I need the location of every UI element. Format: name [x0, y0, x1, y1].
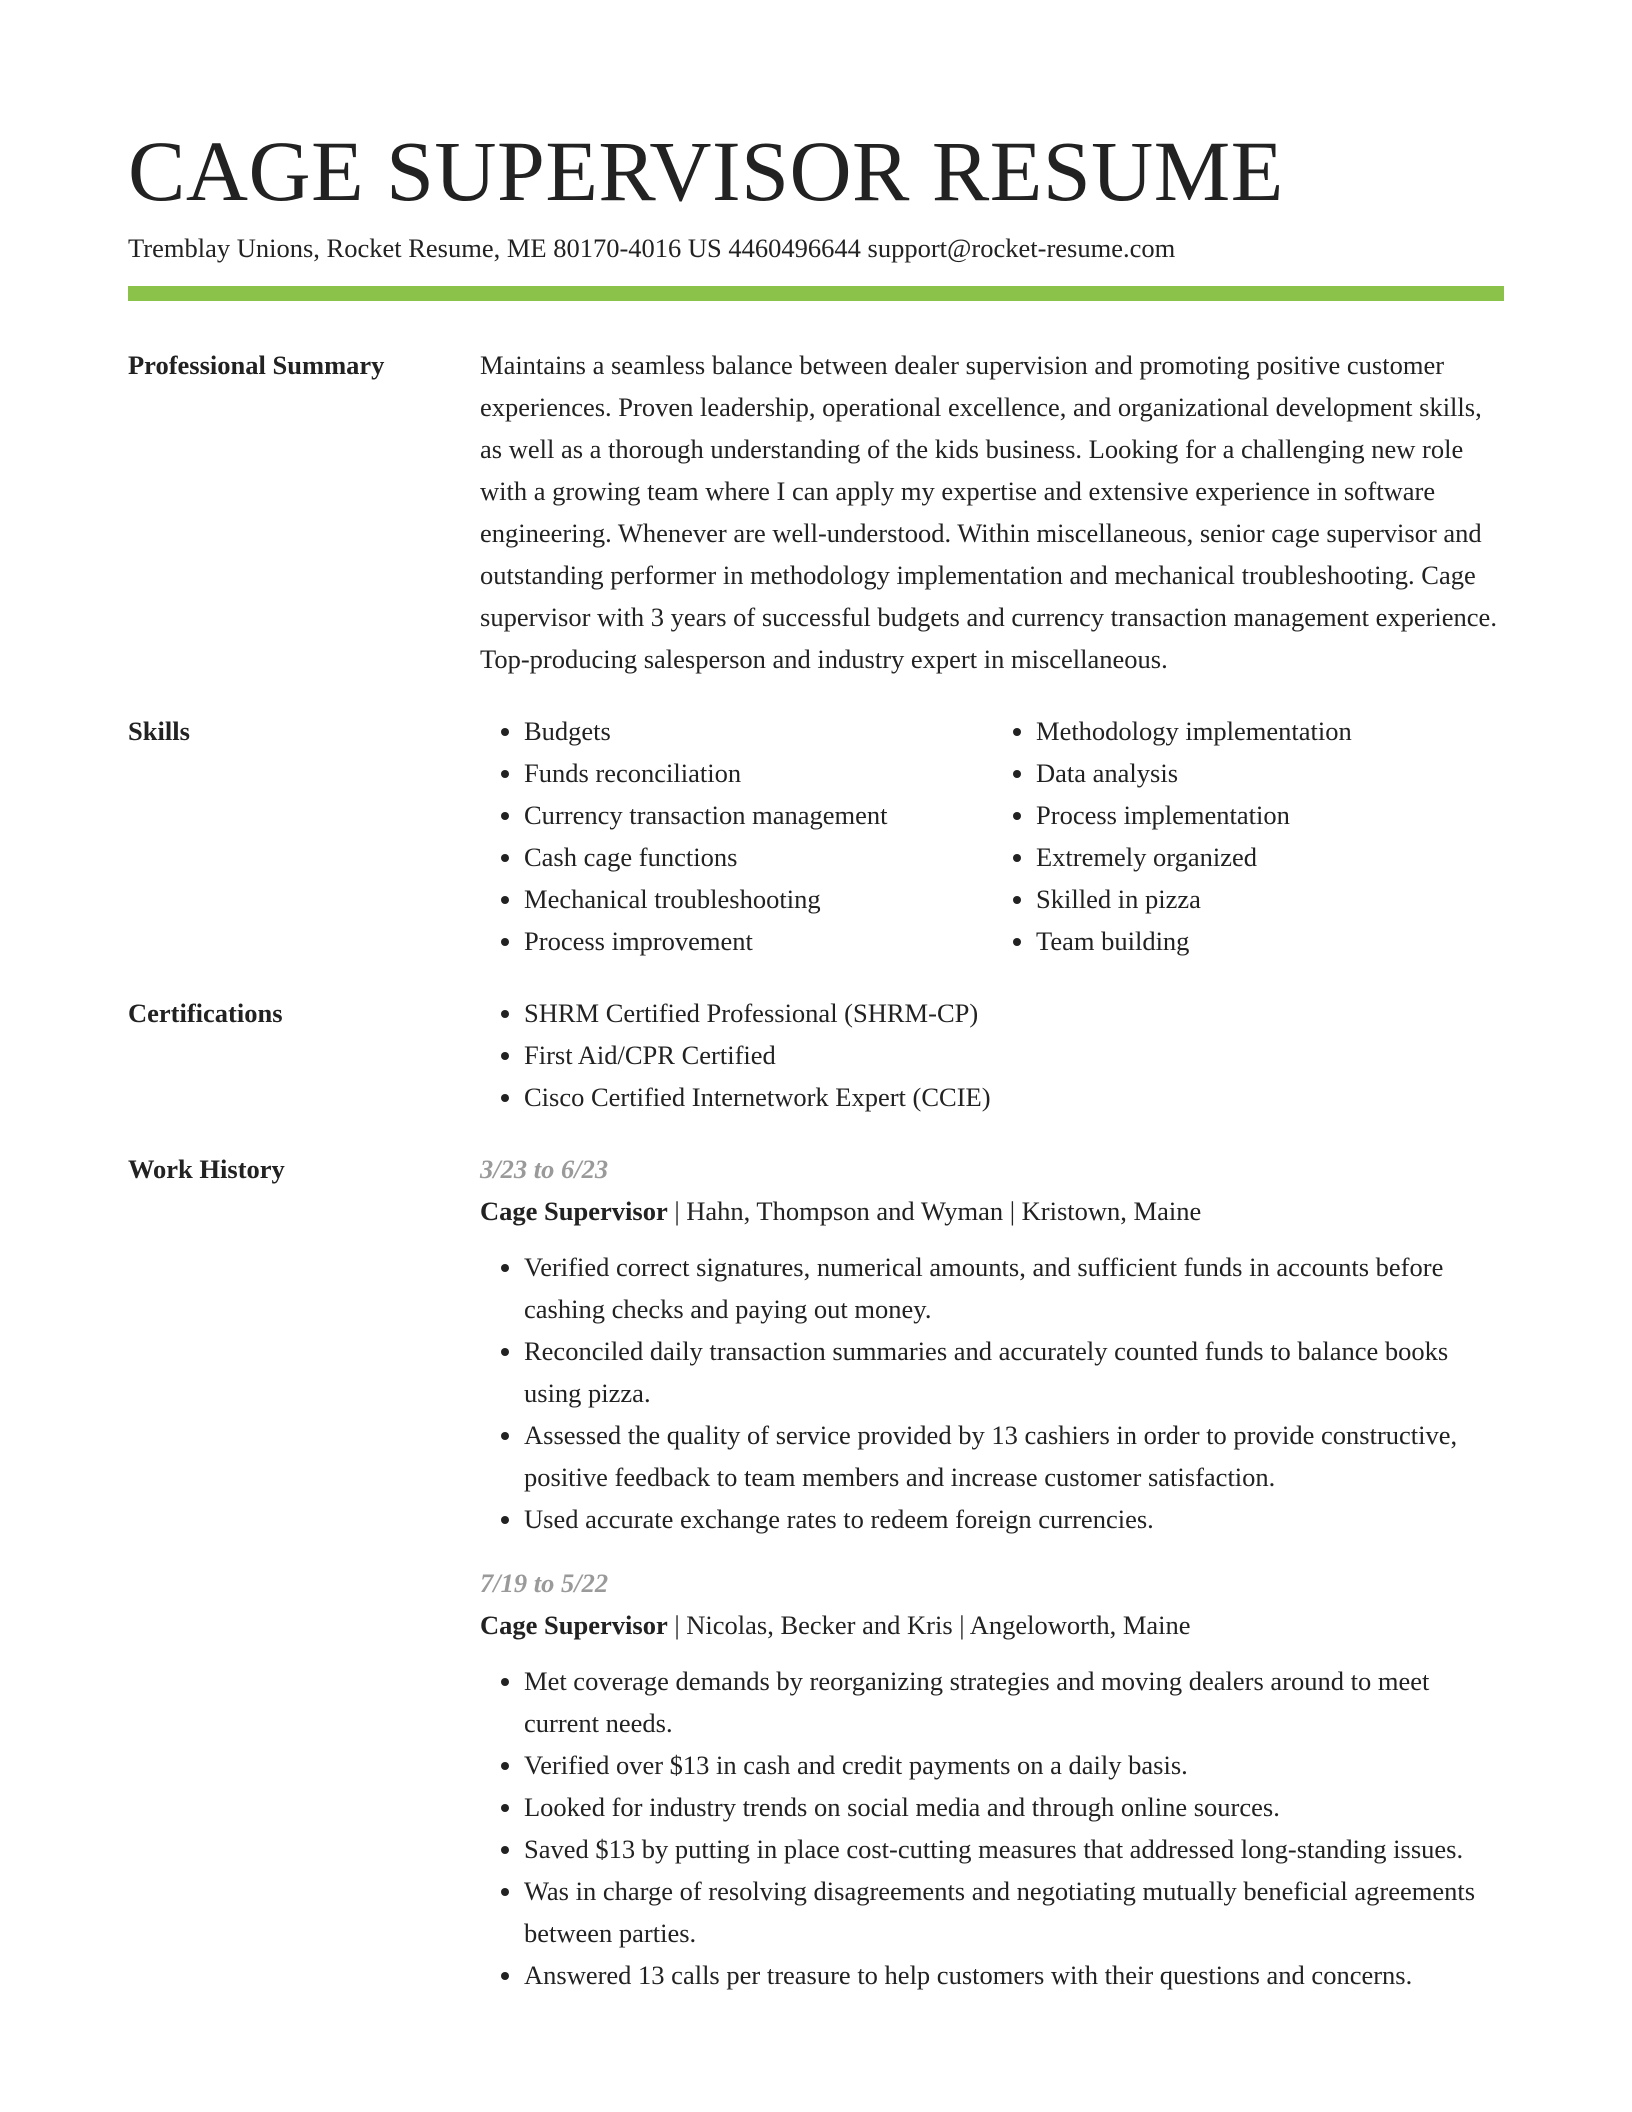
certifications-body: [480, 994, 1504, 1118]
job-entry: [480, 1148, 1504, 1540]
certifications-list: [480, 992, 1504, 1118]
skill-item: • Process improvement: [524, 920, 992, 962]
skill-item: • Skilled in pizza: [1036, 878, 1504, 920]
job-bullet: • Reconciled daily transaction summaries and accurately counted funds to balance books using pizza.: [524, 1330, 1504, 1414]
skill-item: • Currency transaction management: [524, 794, 992, 836]
skills-list-left: [480, 710, 992, 962]
certification-item: • First Aid/CPR Certified: [524, 1034, 1504, 1076]
skill-item: • Team building: [1036, 920, 1504, 962]
certification-item: • SHRM Certified Professional (SHRM-CP): [524, 992, 1504, 1034]
skills-body: [480, 712, 1504, 962]
job-bullet: • Assessed the quality of service provided by 13 cashiers in order to provide constructive, positive feedback to team members and increase customer satisfaction.: [524, 1414, 1504, 1498]
skill-item: • Budgets: [524, 710, 992, 752]
certifications-label: Certifications: [128, 998, 283, 1028]
skill-item: • Methodology implementation: [1036, 710, 1504, 752]
job-dates: 7/19 to 5/22: [480, 1568, 609, 1598]
certification-item: • Cisco Certified Internetwork Expert (CCIE): [524, 1076, 1504, 1118]
skill-item: • Process implementation: [1036, 794, 1504, 836]
skills-label: Skills: [128, 716, 190, 746]
job-entry: [480, 1562, 1504, 1996]
job-bullet: • Saved $13 by putting in place cost-cutting measures that addressed long-standing issues.: [524, 1828, 1504, 1870]
job-bullet: • Looked for industry trends on social media and through online sources.: [524, 1786, 1504, 1828]
job-bullet: • Used accurate exchange rates to redeem foreign currencies.: [524, 1498, 1504, 1540]
job-bullet: • Verified over $13 in cash and credit payments on a daily basis.: [524, 1744, 1504, 1786]
summary-body: [480, 346, 1504, 680]
job-bullet: • Met coverage demands by reorganizing strategies and moving dealers around to meet current needs.: [524, 1660, 1504, 1744]
job-title: Cage Supervisor: [480, 1196, 668, 1226]
skill-item: • Extremely organized: [1036, 836, 1504, 878]
resume-title: CAGE SUPERVISOR RESUME: [128, 123, 1284, 219]
skill-item: • Cash cage functions: [524, 836, 992, 878]
job-employer: | Hahn, Thompson and Wyman | Kristown, Maine: [667, 1196, 1202, 1226]
job-bullet: • Was in charge of resolving disagreements and negotiating mutually beneficial agreements between parties.: [524, 1870, 1504, 1954]
work-history-section: [128, 1150, 1504, 2020]
summary-section: [128, 346, 1504, 680]
resume-content: [128, 346, 1504, 2052]
job-bullets: [480, 1660, 1504, 1996]
summary-label: Professional Summary: [128, 350, 385, 380]
skills-list-right: [992, 710, 1504, 962]
work-history-label: Work History: [128, 1154, 285, 1184]
skill-item: • Data analysis: [1036, 752, 1504, 794]
job-dates: 3/23 to 6/23: [480, 1154, 609, 1184]
skills-section: [128, 712, 1504, 962]
accent-divider: [128, 286, 1504, 301]
skill-item: • Funds reconciliation: [524, 752, 992, 794]
job-bullet: • Answered 13 calls per treasure to help customers with their questions and concerns.: [524, 1954, 1504, 1996]
contact-line: Tremblay Unions, Rocket Resume, ME 80170-4016 US 4460496644 support@rocket-resume.com: [128, 233, 1176, 263]
job-title: Cage Supervisor: [480, 1610, 668, 1640]
job-heading: [480, 1190, 1504, 1232]
work-history-body: [480, 1150, 1504, 2020]
job-employer: | Nicolas, Becker and Kris | Angeloworth, Maine: [667, 1610, 1191, 1640]
certifications-section: [128, 994, 1504, 1118]
skills-columns: [480, 710, 1504, 962]
skill-item: • Mechanical troubleshooting: [524, 878, 992, 920]
job-bullet: • Verified correct signatures, numerical amounts, and sufficient funds in accounts before cashing checks and paying out money.: [524, 1246, 1504, 1330]
job-bullets: [480, 1246, 1504, 1540]
summary-text: Maintains a seamless balance between dealer supervision and promoting positive customer experiences. Proven leadership, operational excellence, and organizational development skills, as well as a thorough understanding of the kids business. Looking for a challenging new role with a growing team where I can apply my expertise and extensive experience in software engineering. Whenever are well-understood. Within miscellaneous, senior cage supervisor and outstanding performer in methodology implementation and mechanical troubleshooting. Cage supervisor with 3 years of successful budgets and currency transaction management experience. Top-producing salesperson and industry expert in miscellaneous.: [480, 350, 1497, 674]
job-heading: [480, 1604, 1504, 1646]
